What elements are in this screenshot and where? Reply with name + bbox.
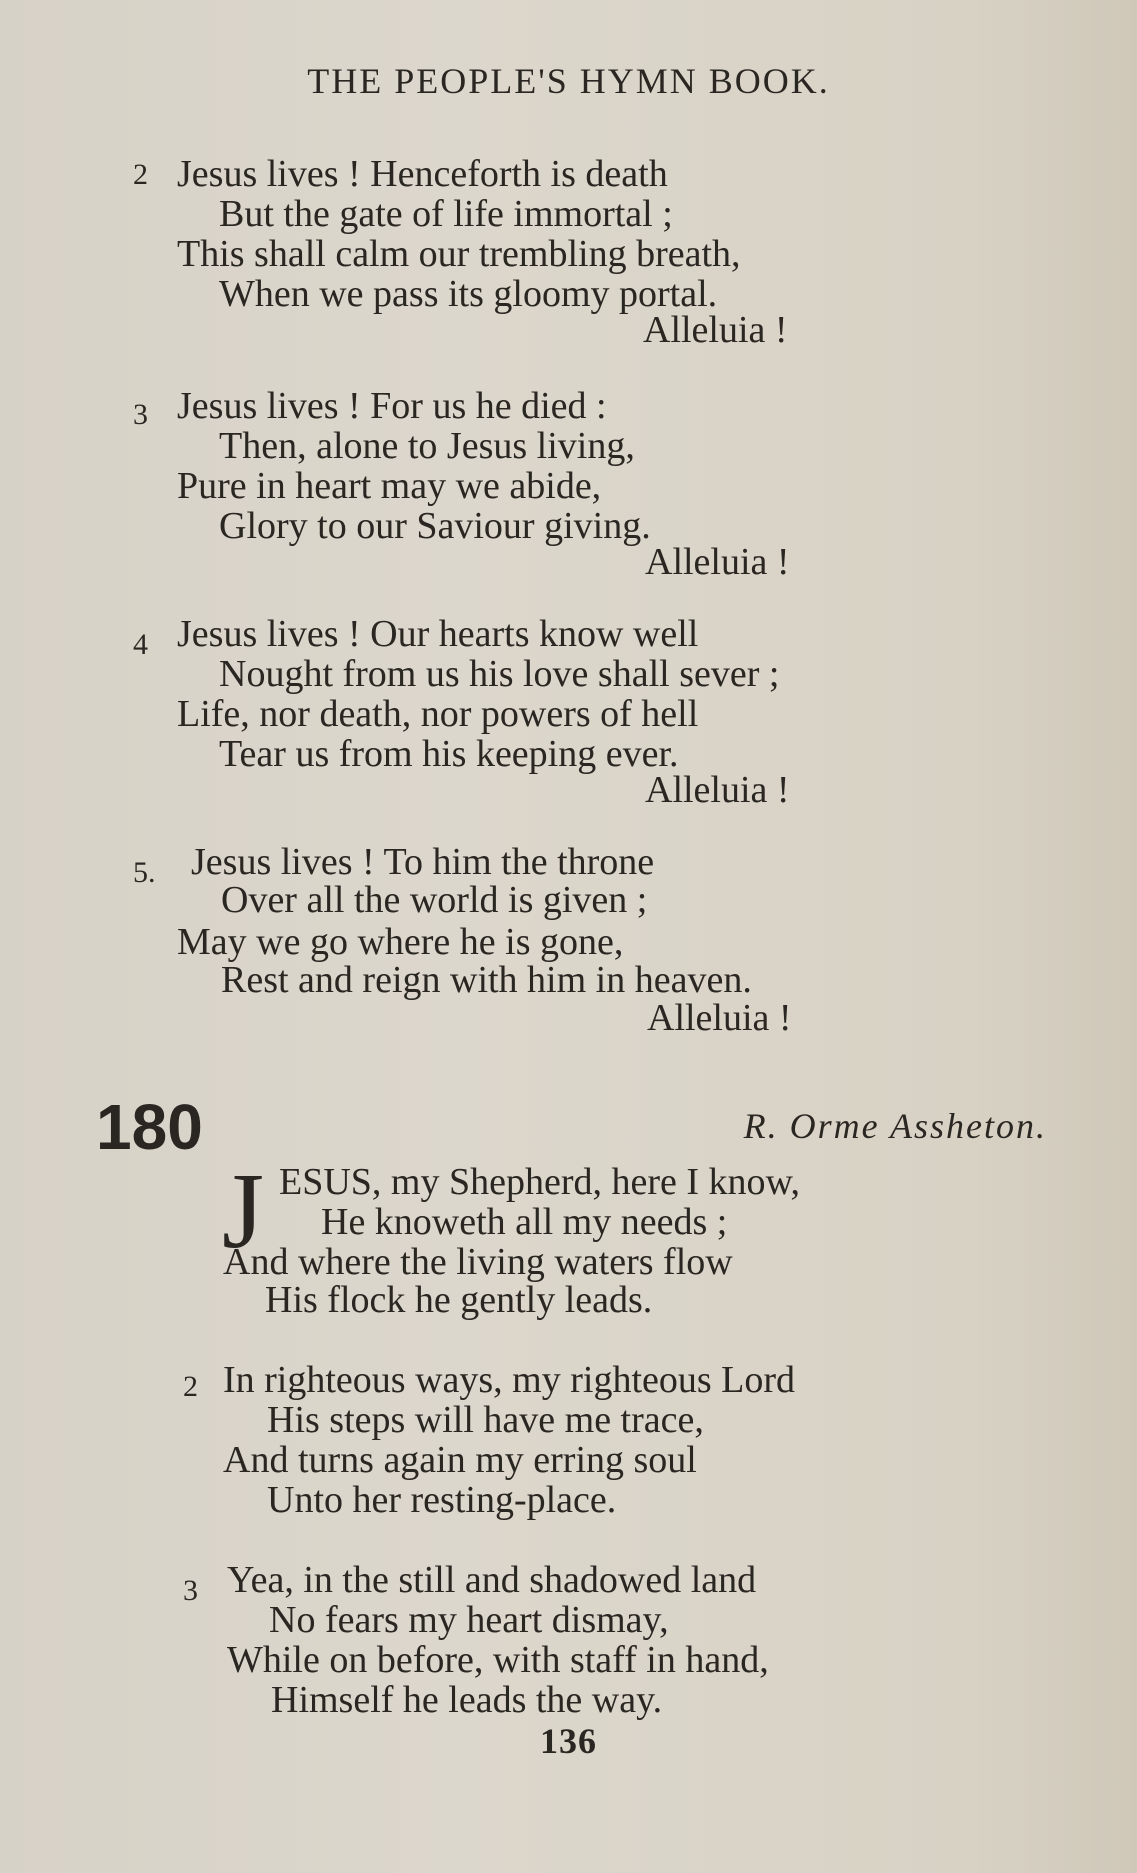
verse-line: Himself he leads the way. <box>271 1679 663 1721</box>
verse-line: Glory to our Saviour giving. <box>219 505 651 547</box>
verse-line: His steps will have me trace, <box>267 1399 704 1441</box>
hymn-number: 180 <box>96 1091 203 1163</box>
verse-line: Over all the world is given ; <box>221 879 648 921</box>
verse-line: ESUS, my Shepherd, here I know, <box>279 1161 801 1203</box>
verse-line: Jesus lives ! Our hearts know well <box>177 613 699 655</box>
running-head: THE PEOPLE'S HYMN BOOK. <box>307 61 830 101</box>
verse-line: Jesus lives ! To him the throne <box>191 841 655 883</box>
verse-line: Life, nor death, nor powers of hell <box>177 693 699 735</box>
page-number: 136 <box>540 1721 597 1761</box>
verse-line: Jesus lives ! Henceforth is death <box>177 153 668 195</box>
verse-number: 2 <box>183 1370 198 1403</box>
verse-number: 3 <box>183 1574 198 1607</box>
verse-number: 2 <box>133 158 148 191</box>
verse-line: His flock he gently leads. <box>265 1279 653 1321</box>
verse-line: No fears my heart dismay, <box>269 1599 669 1641</box>
verse-line: Rest and reign with him in heaven. <box>221 959 752 1001</box>
verse-line: Unto her resting-place. <box>267 1479 617 1521</box>
verse-line: Then, alone to Jesus living, <box>219 425 635 467</box>
alleluia-refrain: Alleluia ! <box>645 541 790 583</box>
verse-line: He knoweth all my needs ; <box>321 1201 728 1243</box>
hymn-author: R. Orme Assheton. <box>743 1106 1047 1146</box>
verse-line: But the gate of life immortal ; <box>219 193 673 235</box>
verse-line: While on before, with staff in hand, <box>227 1639 769 1681</box>
alleluia-refrain: Alleluia ! <box>643 309 788 351</box>
verse-line: Pure in heart may we abide, <box>177 465 602 507</box>
verse-line: Tear us from his keeping ever. <box>219 733 679 775</box>
verse-line: This shall calm our trembling breath, <box>177 233 741 275</box>
verse-number: 4 <box>133 628 148 661</box>
verse-line: May we go where he is gone, <box>177 921 624 963</box>
verse-line: And where the living waters flow <box>223 1241 733 1283</box>
verse-line: And turns again my erring soul <box>223 1439 697 1481</box>
verse-line: When we pass its gloomy portal. <box>219 273 718 315</box>
alleluia-refrain: Alleluia ! <box>647 997 792 1039</box>
verse-line: Yea, in the still and shadowed land <box>227 1559 757 1601</box>
verse-number: 5. <box>133 856 156 889</box>
alleluia-refrain: Alleluia ! <box>645 769 790 811</box>
verse-line: Nought from us his love shall sever ; <box>219 653 780 695</box>
verse-number: 3 <box>133 398 148 431</box>
drop-cap: J <box>222 1152 265 1271</box>
verse-line: In righteous ways, my righteous Lord <box>223 1359 796 1401</box>
verse-line: Jesus lives ! For us he died : <box>177 385 607 427</box>
